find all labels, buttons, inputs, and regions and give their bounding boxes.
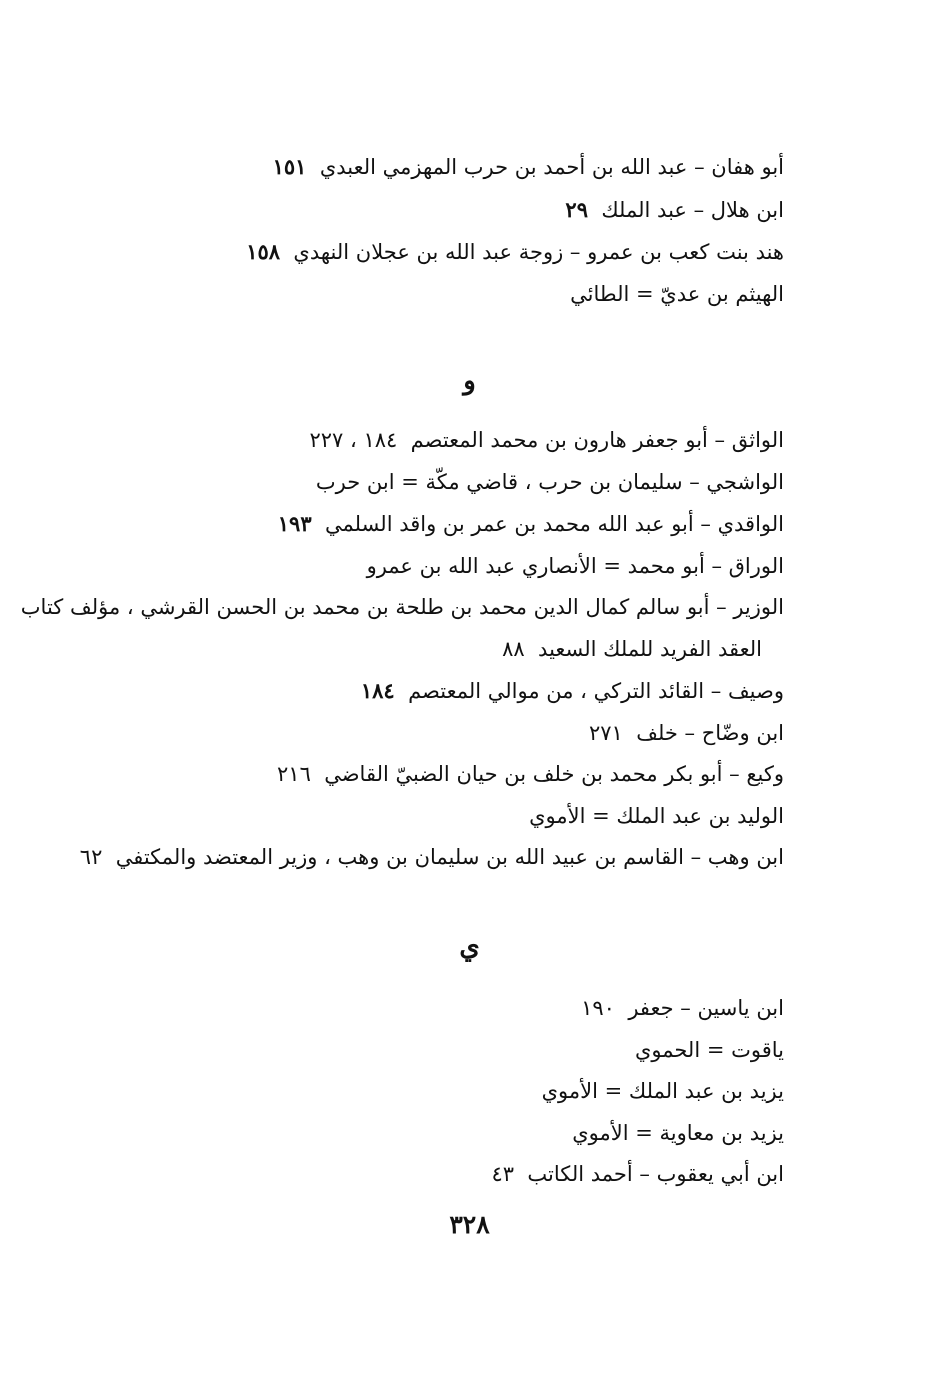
index-entry [491, 988, 784, 1030]
entry-page-ref: ٢١٦ [277, 762, 311, 786]
entry-text: الواقدي – أبو عبد الله محمد بن عمر بن واقد السلمي [324, 512, 784, 536]
index-entry [491, 1030, 784, 1072]
entry-page-ref: ٢٧١ [589, 720, 623, 745]
entry-text: الوراق – أبو محمد = الأنصاري عبد الله بن عمرو [366, 553, 784, 578]
entry-text: الهيثم بن عديّ = الطائي [570, 281, 784, 306]
index-entry [246, 274, 784, 316]
index-entry [21, 503, 784, 546]
entry-page-ref: ١٥٨ [246, 239, 281, 264]
index-entry [246, 189, 784, 232]
entry-continuation [21, 629, 784, 671]
entry-page-ref: ١٨٤ [360, 678, 395, 703]
index-block-waw [21, 420, 784, 879]
entry-text: ابن هلال – عبد الملك [601, 197, 784, 222]
entry-page-ref: ٢٩ [565, 196, 588, 222]
index-entry [21, 796, 784, 838]
entry-text: الواثق – أبو جعفر هارون بن محمد المعتصم [410, 428, 784, 452]
index-entry [21, 462, 784, 504]
entry-page-ref: ٤٣ [491, 1162, 515, 1186]
entry-text: يزيد بن عبد الملك = الأموي [541, 1079, 784, 1103]
index-entry [21, 546, 784, 588]
index-entry [491, 1071, 784, 1113]
index-entry [246, 146, 784, 189]
entry-text: الوزير – أبو سالم كمال الدين محمد بن طلحة بن محمد بن الحسن القرشي ، مؤلف كتاب [20, 595, 784, 619]
entry-page-ref: ١٩٣ [277, 511, 312, 536]
entry-text: وكيع – أبو بكر محمد بن خلف بن حيان الضبيّ القاضي [324, 762, 784, 786]
index-entry [246, 231, 784, 274]
entry-text: ياقوت = الحموي [634, 1037, 784, 1062]
entry-text: وصيف – القائد التركي ، من موالي المعتصم [408, 679, 784, 703]
index-entry [21, 713, 784, 755]
section-letter-heading: و [463, 366, 476, 396]
entry-text: ابن وهب – القاسم بن عبيد الله بن سليمان بن وهب ، وزير المعتضد والمكتفي [115, 845, 784, 869]
entry-text: يزيد بن معاوية = الأموي [572, 1120, 784, 1145]
entry-text: الواشجي – سليمان بن حرب ، قاضي مكّة = ابن حرب [315, 469, 784, 494]
index-block-ya [491, 988, 784, 1196]
entry-text: ابن وضّاح – خلف [636, 720, 784, 745]
index-entry [21, 837, 784, 879]
entry-text: الوليد بن عبد الملك = الأموي [529, 803, 784, 828]
section-letter-heading: ي [459, 932, 480, 962]
entry-page-ref: ١٥١ [272, 154, 307, 179]
index-entry [21, 587, 784, 670]
index-entry [491, 1113, 784, 1155]
entry-page-ref: ٦٢ [79, 845, 103, 869]
page-number: ٣٢٨ [449, 1210, 490, 1239]
entry-text: ابن أبي يعقوب – أحمد الكاتب [527, 1162, 784, 1186]
index-entry [21, 420, 784, 462]
entry-page-ref: ١٩٠ [581, 996, 615, 1020]
index-entry [21, 754, 784, 796]
index-entry [21, 670, 784, 713]
entry-text: ابن ياسين – جعفر [628, 996, 784, 1020]
index-entry [491, 1154, 784, 1196]
entry-page-ref: ٨٨ [502, 636, 525, 661]
entry-page-ref: ١٨٤ ، ٢٢٧ [309, 428, 398, 452]
entry-text: هند بنت كعب بن عمرو – زوجة عبد الله بن عجلان النهدي [293, 240, 784, 264]
index-block-ha [246, 146, 784, 315]
entry-continuation-text: العقد الفريد للملك السعيد [538, 636, 762, 661]
entry-text: أبو هفان – عبد الله بن أحمد بن حرب المهزمي العبدي [319, 155, 784, 179]
